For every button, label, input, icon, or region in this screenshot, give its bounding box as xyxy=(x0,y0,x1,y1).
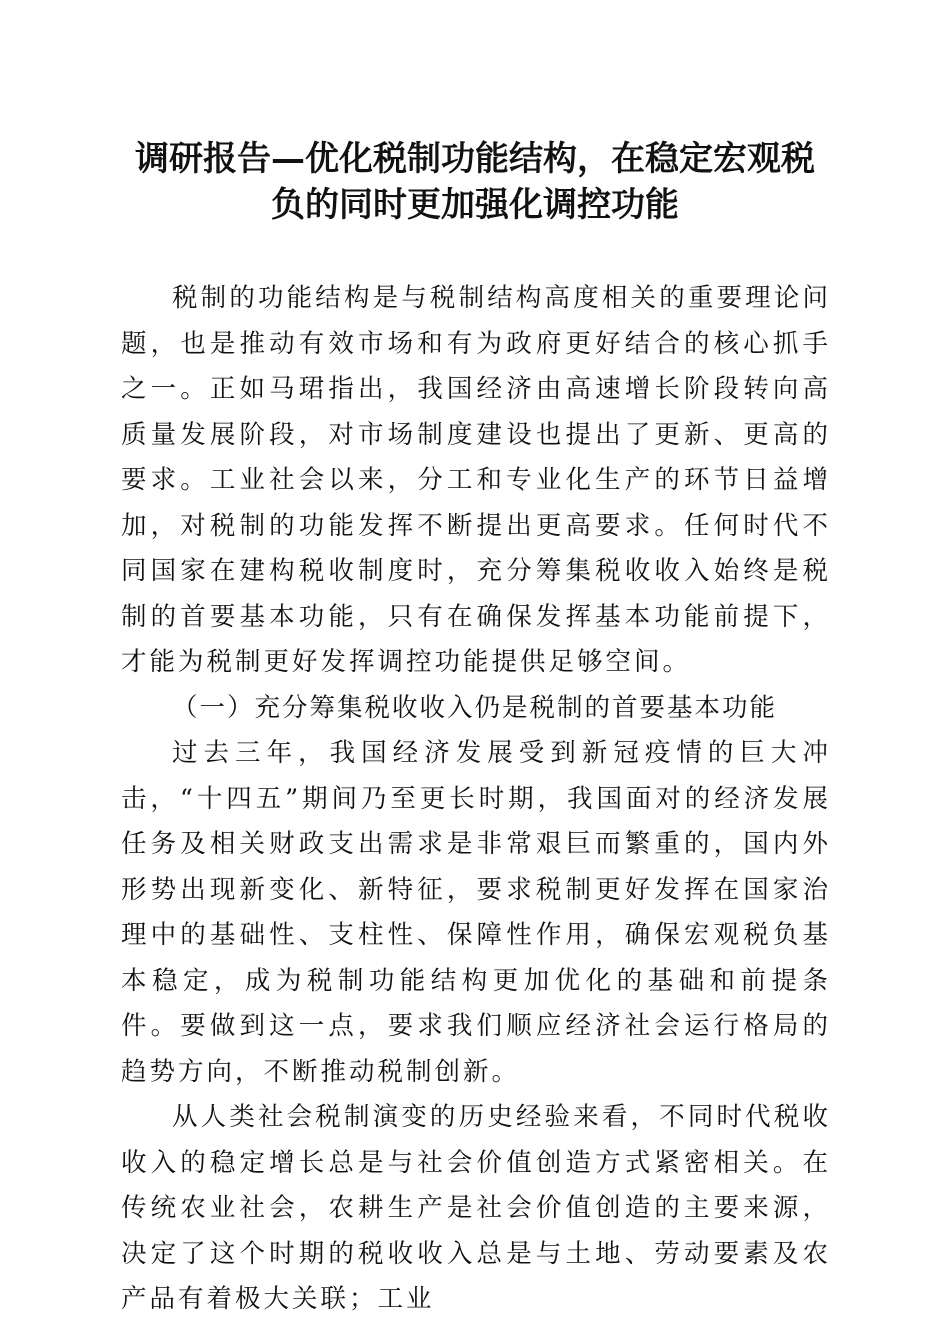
paragraph-1: 税制的功能结构是与税制结构高度相关的重要理论问题，也是推动有效市场和有为政府更好结合的核心抓手之一。正如马珺指出，我国经济由高速增长阶段转向高质量发展阶段，对市场制度建设也提出了更新、更高的要求。工业社会以来，分工和专业化生产的环节日益增加，对税制的功能发挥不断提出更高要求。任何时代不同国家在建构税收制度时，充分筹集税收收入始终是税制的首要基本功能，只有在确保发挥基本功能前提下，才能为税制更好发挥调控功能提供足够空间。 xyxy=(121,283,831,677)
title-line-1: 调研报告—优化税制功能结构，在稳定宏观税 xyxy=(135,139,815,179)
title-line-2: 负的同时更加强化调控功能 xyxy=(271,185,679,225)
section-heading-1: （一）充分筹集税收收入仍是税制的首要基本功能 xyxy=(172,692,778,723)
document-body xyxy=(121,276,831,1323)
paragraph-3: 从人类社会税制演变的历史经验来看，不同时代税收收入的稳定增长总是与社会价值创造方式紧密相关。在传统农业社会，农耕生产是社会价值创造的主要来源，决定了这个时期的税收收入总是与土地、劳动要素及农产品有着极大关联；工业 xyxy=(121,1102,831,1314)
paragraph-2: 过去三年，我国经济发展受到新冠疫情的巨大冲击，“十四五”期间乃至更长时期，我国面对的经济发展任务及相关财政支出需求是非常艰巨而繁重的，国内外形势出现新变化、新特征，要求税制更好发挥在国家治理中的基础性、支柱性、保障性作用，确保宏观税负基本稳定，成为税制功能结构更加优化的基础和前提条件。要做到这一点，要求我们顺应经济社会运行格局的趋势方向，不断推动税制创新。 xyxy=(121,738,831,1087)
document-title xyxy=(110,136,840,228)
